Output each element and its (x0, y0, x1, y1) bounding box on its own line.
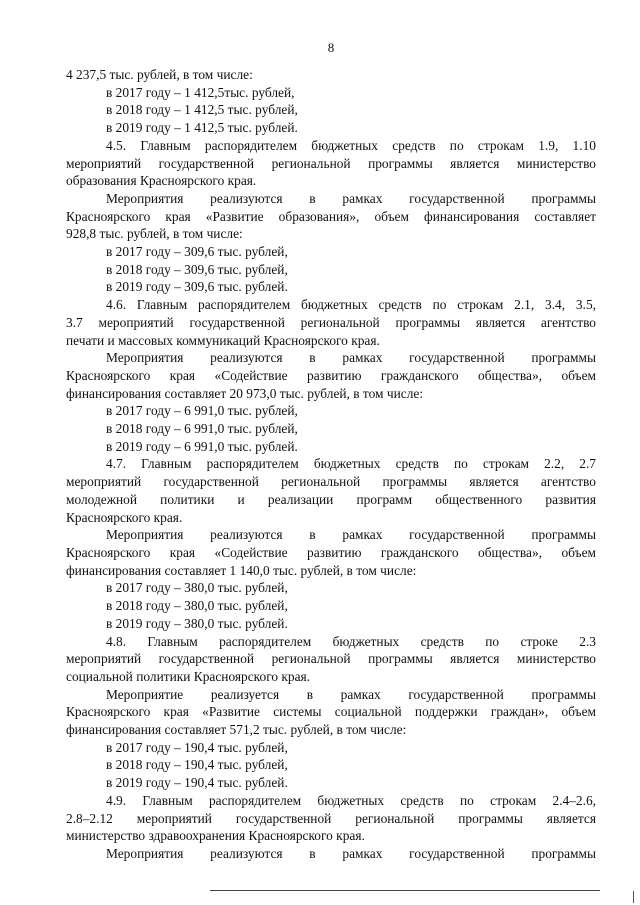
text-line: образования Красноярского края. (66, 173, 257, 189)
text-line: в 2017 году – 309,6 тыс. рублей, (106, 244, 288, 260)
text-line: в 2019 году – 6 991,0 тыс. рублей. (106, 438, 298, 454)
paragraph (66, 633, 596, 686)
text-line: в 2019 году – 190,4 тыс. рублей. (106, 775, 288, 791)
paragraph (66, 84, 596, 102)
text-line: финансирования составляет 20 973,0 тыс. рублей, в том числе: (66, 385, 424, 401)
text-line: Красноярского края «Содействие развитию гражданского общества», объем (66, 544, 596, 560)
text-line: Мероприятия реализуются в рамках государственной программы (106, 190, 596, 206)
paragraph (66, 243, 596, 261)
paragraph (66, 739, 596, 757)
paragraph (66, 686, 596, 739)
text-line: 4.6. Главным распорядителем бюджетных средств по строкам 2.1, 3.4, 3.5, (106, 297, 596, 313)
scan-edge-line (210, 890, 600, 891)
text-line: 4.8. Главным распорядителем бюджетных средств по строке 2.3 (106, 633, 596, 649)
text-line: в 2018 году – 6 991,0 тыс. рублей, (106, 421, 298, 437)
paragraph (66, 597, 596, 615)
text-line: 4.7. Главным распорядителем бюджетных средств по строкам 2.2, 2.7 (106, 456, 596, 472)
paragraph (66, 119, 596, 137)
text-line: Красноярского края «Развитие образования», объем финансирования составляет (66, 208, 596, 224)
text-line: Красноярского края «Развитие системы социальной поддержки граждан», объем (66, 704, 596, 720)
text-line: Красноярского края «Содействие развитию гражданского общества», объем (66, 367, 596, 383)
text-line: в 2017 году – 190,4 тыс. рублей, (106, 739, 288, 755)
paragraph (66, 438, 596, 456)
paragraph (66, 792, 596, 845)
text-line: мероприятий государственной региональной программы является министерство (66, 651, 596, 667)
paragraph (66, 190, 596, 243)
text-line: в 2018 году – 190,4 тыс. рублей, (106, 757, 288, 773)
text-line: 3.7 мероприятий государственной региональной программы является агентство (66, 314, 596, 330)
text-line: в 2019 году – 309,6 тыс. рублей. (106, 279, 288, 295)
document-body (66, 66, 596, 863)
text-line: социальной политики Красноярского края. (66, 668, 311, 684)
text-line: Мероприятия реализуются в рамках государственной программы (106, 845, 596, 861)
paragraph (66, 615, 596, 633)
text-line: в 2017 году – 1 412,5тыс. рублей, (106, 84, 295, 100)
paragraph (66, 420, 596, 438)
text-line: в 2018 году – 380,0 тыс. рублей, (106, 598, 288, 614)
paragraph (66, 455, 596, 526)
text-line: в 2018 году – 309,6 тыс. рублей, (106, 261, 288, 277)
paragraph (66, 402, 596, 420)
paragraph (66, 278, 596, 296)
text-line: 4 237,5 тыс. рублей, в том числе: (66, 67, 253, 82)
text-line: 2.8–2.12 мероприятий государственной региональной программы является (66, 810, 596, 826)
paragraph (66, 261, 596, 279)
scan-corner-mark (633, 891, 634, 903)
text-line: Мероприятие реализуется в рамках государственной программы (106, 686, 596, 702)
text-line: мероприятий государственной региональной программы является агентство (66, 474, 596, 490)
text-line: финансирования составляет 571,2 тыс. рублей, в том числе: (66, 722, 407, 738)
paragraph (66, 526, 596, 579)
text-line: 928,8 тыс. рублей, в том числе: (66, 226, 243, 242)
text-line: в 2019 году – 380,0 тыс. рублей. (106, 615, 288, 631)
text-line: в 2017 году – 6 991,0 тыс. рублей, (106, 403, 298, 419)
paragraph (66, 349, 596, 402)
paragraph (66, 137, 596, 190)
text-line: в 2018 году – 1 412,5 тыс. рублей, (106, 102, 298, 118)
paragraph (66, 845, 596, 863)
text-line: в 2017 году – 380,0 тыс. рублей, (106, 580, 288, 596)
text-line: министерство здравоохранения Красноярского края. (66, 828, 365, 844)
text-line: 4.9. Главным распорядителем бюджетных средств по строкам 2.4–2.6, (106, 792, 596, 808)
text-line: 4.5. Главным распорядителем бюджетных средств по строкам 1.9, 1.10 (106, 137, 596, 153)
text-line: мероприятий государственной региональной программы является министерство (66, 155, 596, 171)
page-number: 8 (327, 40, 335, 55)
paragraph (66, 774, 596, 792)
text-line: молодежной политики и реализации программ общественного развития (66, 491, 596, 507)
paragraph (66, 756, 596, 774)
paragraph (66, 579, 596, 597)
paragraph (66, 296, 596, 349)
paragraph (66, 66, 596, 84)
text-line: Мероприятия реализуются в рамках государственной программы (106, 350, 596, 366)
text-line: Красноярского края. (66, 509, 183, 525)
text-line: печати и массовых коммуникаций Красноярского края. (66, 332, 380, 348)
text-line: в 2019 году – 1 412,5 тыс. рублей. (106, 120, 298, 136)
text-line: Мероприятия реализуются в рамках государственной программы (106, 527, 596, 543)
paragraph (66, 101, 596, 119)
text-line: финансирования составляет 1 140,0 тыс. рублей, в том числе: (66, 562, 417, 578)
